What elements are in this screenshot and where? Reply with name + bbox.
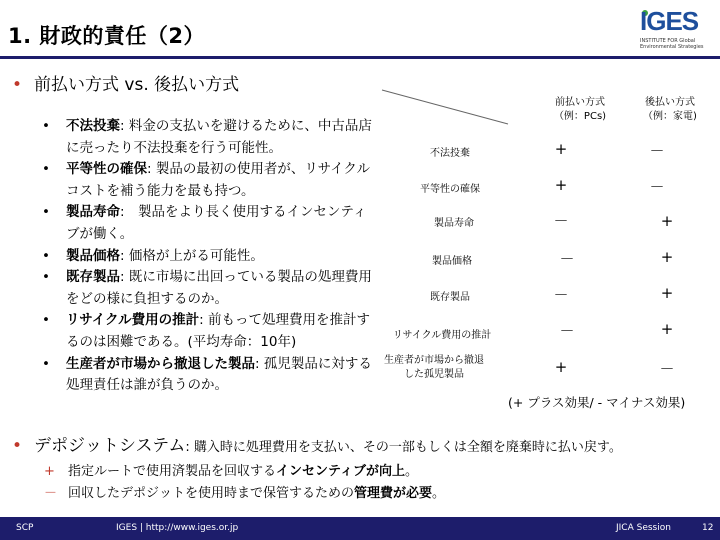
item-text: : 製品の最初の使用者が、リサイクルコストを補う能力を最も持つ。	[66, 161, 370, 199]
item-term: リサイクル費用の推計	[66, 312, 200, 329]
item-text: : 製品をより長く使用するインセンティブが働く。	[66, 204, 367, 242]
item-term: 平等性の確保	[66, 161, 147, 178]
footer-url: IGES | http://www.iges.or.jp	[116, 523, 239, 533]
deposit-merit	[44, 460, 418, 479]
deposit-heading: デポジットシステム	[34, 436, 186, 456]
item-term: 不法投棄	[66, 118, 120, 134]
item-term: 製品価格	[66, 247, 120, 264]
item-term: 生産者が市場から撤退した製品	[66, 355, 255, 372]
row-label: 生産者が市場から撤退した孤児製品	[384, 355, 484, 380]
page-number: 12	[702, 523, 714, 533]
logo-word: IGES	[640, 6, 699, 36]
merit-bold: インセンティブが向上	[276, 464, 405, 479]
row-label: 不法投棄	[430, 148, 470, 159]
minus-mark: －	[44, 486, 58, 501]
list-item	[38, 267, 378, 310]
list-item	[38, 310, 378, 353]
list-item	[38, 159, 378, 202]
row-label: リサイクル費用の推計	[392, 330, 492, 341]
item-text: : 孤児製品に対する処理責任は誰が負うのか。	[66, 355, 372, 394]
demerit-end: 。	[432, 486, 446, 501]
post-sign: －	[649, 142, 665, 160]
deposit-bullet	[12, 431, 622, 456]
main-bullet	[12, 70, 239, 95]
page-title: 1. 財政的責任（2）	[8, 24, 206, 48]
pre-sign: －	[559, 250, 575, 268]
pre-sign: －	[553, 212, 569, 230]
merit-end: 。	[404, 464, 418, 479]
header-prepay	[530, 96, 630, 124]
list-item	[38, 116, 378, 159]
plus-mark: +	[44, 464, 55, 479]
header-postpay	[620, 96, 720, 124]
post-sign: +	[660, 248, 674, 266]
demerit-text: 回収したデポジットを使用時まで保管するための	[68, 486, 355, 501]
iges-logo	[632, 6, 712, 54]
main-bullet-text: 前払い方式 vs. 後払い方式	[34, 75, 240, 95]
item-term: 製品寿命	[66, 204, 120, 221]
pre-sign: －	[553, 286, 569, 304]
list-item	[38, 202, 378, 245]
item-text: : 価格が上がる可能性。	[120, 247, 264, 264]
deposit-description: : 購入時に処理費用を支払い、その一部もしくは全額を廃棄時に払い戻す。	[185, 440, 622, 455]
comparison-table	[380, 88, 710, 388]
bullet-dot: •	[12, 436, 23, 456]
header-prepay-example: （例：PCs)	[553, 111, 607, 122]
post-sign: +	[660, 320, 674, 338]
header-prepay-title: 前払い方式	[555, 97, 605, 108]
item-text: : 前もって処理費用を推計するのは困難である。(平均寿命：10年)	[66, 312, 370, 350]
row-label: 製品価格	[432, 256, 472, 267]
table-diagonal-line	[380, 88, 710, 388]
pre-sign: +	[554, 176, 568, 194]
row-label: 平等性の確保	[420, 184, 480, 195]
item-text: : 料金の支払いを避けるために、中古品店に売ったり不法投棄を行う可能性。	[66, 118, 372, 156]
sign-legend: (+ プラス効果/ - マイナス効果)	[508, 395, 686, 410]
bullet-dot: •	[12, 75, 23, 95]
list-item	[38, 246, 378, 268]
footer-left: SCP	[16, 523, 34, 533]
merit-text: 指定ルートで使用済製品を回収する	[68, 464, 277, 479]
row-label: 製品寿命	[434, 218, 474, 229]
post-sign: －	[659, 360, 675, 378]
pre-sign: +	[554, 140, 568, 158]
pre-sign: －	[559, 322, 575, 340]
deposit-demerit	[44, 482, 445, 501]
list-item	[38, 354, 378, 397]
header-postpay-example: （例：家電)	[643, 111, 697, 122]
item-text: : 既に市場に出回っている製品の処理費用をどの様に負担するのか。	[66, 269, 372, 307]
footer-bar	[0, 517, 720, 540]
consideration-list	[38, 116, 378, 397]
logo-subtitle: INSTITUTE FOR Global Environmental Strategies	[640, 38, 704, 50]
footer-session: JICA Session	[616, 523, 671, 533]
post-sign: +	[660, 284, 674, 302]
demerit-bold: 管理費が必要	[354, 486, 433, 501]
pre-sign: +	[554, 358, 568, 376]
row-label: 既存製品	[430, 292, 470, 303]
header-postpay-title: 後払い方式	[645, 97, 695, 108]
item-term: 既存製品	[66, 269, 120, 286]
title-underline	[0, 56, 720, 59]
post-sign: +	[660, 212, 674, 230]
post-sign: －	[649, 178, 665, 196]
